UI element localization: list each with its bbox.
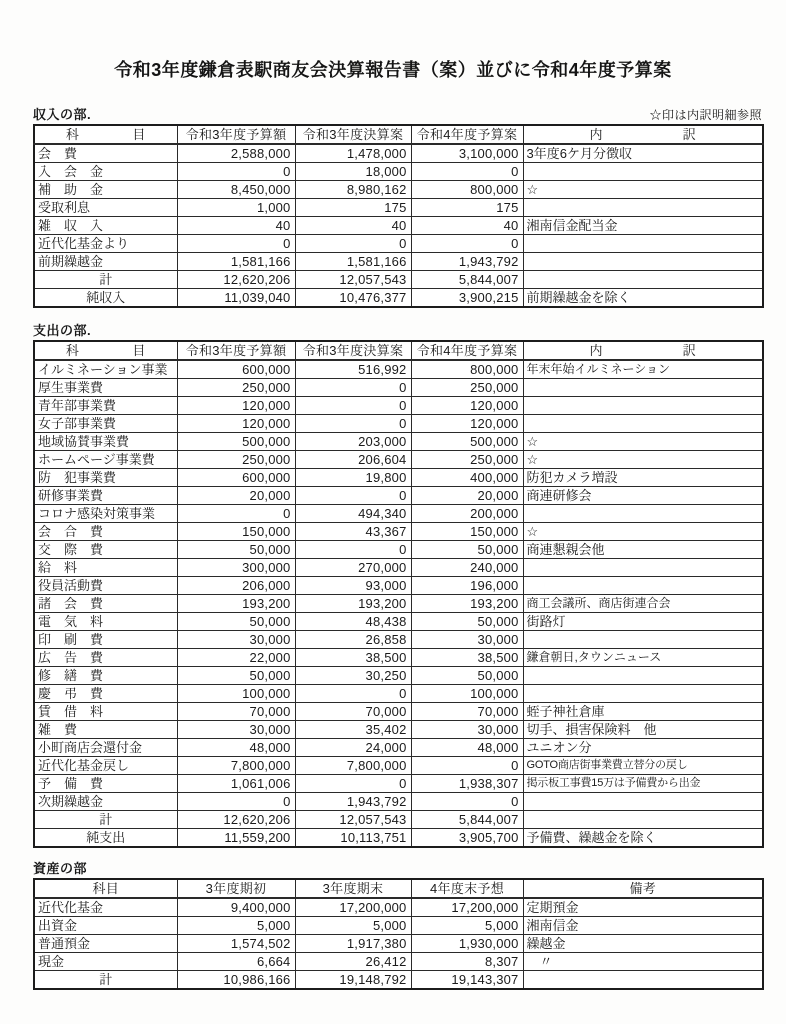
amount-r4-budget-cell: 50,000 xyxy=(411,613,523,631)
detail-cell xyxy=(523,271,763,289)
amount-r3-budget-cell: 40 xyxy=(177,217,295,235)
remarks-cell: 定期預金 xyxy=(523,898,763,917)
table-row xyxy=(34,144,763,163)
amount-r4-budget-cell: 70,000 xyxy=(411,703,523,721)
amount-r4-budget-cell: 48,000 xyxy=(411,739,523,757)
amount-r3-end-cell: 26,412 xyxy=(295,953,411,971)
amount-r3-budget-cell: 2,588,000 xyxy=(177,144,295,163)
detail-cell xyxy=(523,397,763,415)
amount-r3-end-cell: 1,917,380 xyxy=(295,935,411,953)
amount-r3-settlement-cell: 193,200 xyxy=(295,595,411,613)
detail-cell xyxy=(523,559,763,577)
amount-r4-budget-cell: 175 xyxy=(411,199,523,217)
amount-r4-budget-cell: 200,000 xyxy=(411,505,523,523)
detail-cell xyxy=(523,811,763,829)
detail-cell xyxy=(523,199,763,217)
table-row xyxy=(34,703,763,721)
amount-r4-forecast-cell: 1,930,000 xyxy=(411,935,523,953)
item-cell: 修 繕 費 xyxy=(34,667,177,685)
item-cell: 女子部事業費 xyxy=(34,415,177,433)
item-cell: 広 告 費 xyxy=(34,649,177,667)
remarks-cell: 〃 xyxy=(523,953,763,971)
amount-r3-settlement-cell: 93,000 xyxy=(295,577,411,595)
item-cell: 純収入 xyxy=(34,289,177,308)
item-cell: 近代化基金 xyxy=(34,898,177,917)
assets-section-label: 資産の部 xyxy=(33,861,88,876)
item-cell: 交 際 費 xyxy=(34,541,177,559)
amount-r3-budget-cell: 1,061,006 xyxy=(177,775,295,793)
table-row xyxy=(34,360,763,379)
item-cell: 会 合 費 xyxy=(34,523,177,541)
income-section xyxy=(0,104,786,308)
amount-r4-budget-cell: 800,000 xyxy=(411,360,523,379)
item-cell: イルミネーション事業 xyxy=(34,360,177,379)
amount-r4-budget-cell: 0 xyxy=(411,163,523,181)
column-header: 3年度期末 xyxy=(295,879,411,898)
item-cell: 計 xyxy=(34,971,177,990)
item-cell: 補 助 金 xyxy=(34,181,177,199)
detail-cell xyxy=(523,235,763,253)
amount-r3-settlement-cell: 12,057,543 xyxy=(295,811,411,829)
detail-cell xyxy=(523,685,763,703)
amount-r3-budget-cell: 30,000 xyxy=(177,721,295,739)
detail-cell xyxy=(523,505,763,523)
amount-r4-budget-cell: 0 xyxy=(411,793,523,811)
item-cell: 慶 弔 費 xyxy=(34,685,177,703)
column-header: 令和3年度予算額 xyxy=(177,341,295,360)
item-cell: 入 会 金 xyxy=(34,163,177,181)
assets-section xyxy=(0,858,786,990)
table-row xyxy=(34,577,763,595)
table-row xyxy=(34,415,763,433)
table-row xyxy=(34,739,763,757)
amount-r4-budget-cell: 50,000 xyxy=(411,541,523,559)
amount-r3-budget-cell: 100,000 xyxy=(177,685,295,703)
amount-r3-budget-cell: 12,620,206 xyxy=(177,271,295,289)
table-row xyxy=(34,595,763,613)
item-cell: コロナ感染対策事業 xyxy=(34,505,177,523)
amount-r4-budget-cell: 1,938,307 xyxy=(411,775,523,793)
amount-r3-settlement-cell: 516,992 xyxy=(295,360,411,379)
detail-cell xyxy=(523,379,763,397)
amount-r3-budget-cell: 0 xyxy=(177,505,295,523)
amount-r3-start-cell: 1,574,502 xyxy=(177,935,295,953)
amount-r3-budget-cell: 1,000 xyxy=(177,199,295,217)
detail-cell: 商連研修会 xyxy=(523,487,763,505)
amount-r4-budget-cell: 196,000 xyxy=(411,577,523,595)
income-section-head xyxy=(33,104,762,123)
amount-r4-budget-cell: 3,900,215 xyxy=(411,289,523,308)
amount-r3-settlement-cell: 24,000 xyxy=(295,739,411,757)
amount-r3-settlement-cell: 48,438 xyxy=(295,613,411,631)
amount-r3-start-cell: 9,400,000 xyxy=(177,898,295,917)
item-cell: 諸 会 費 xyxy=(34,595,177,613)
detail-cell xyxy=(523,631,763,649)
expense-section xyxy=(0,320,786,848)
amount-r3-budget-cell: 600,000 xyxy=(177,360,295,379)
amount-r3-budget-cell: 7,800,000 xyxy=(177,757,295,775)
table-row xyxy=(34,379,763,397)
amount-r3-start-cell: 6,664 xyxy=(177,953,295,971)
amount-r3-settlement-cell: 18,000 xyxy=(295,163,411,181)
amount-r4-budget-cell: 3,100,000 xyxy=(411,144,523,163)
column-header: 令和3年度決算案 xyxy=(295,125,411,144)
item-cell: 次期繰越金 xyxy=(34,793,177,811)
item-cell: 純支出 xyxy=(34,829,177,848)
amount-r3-settlement-cell: 494,340 xyxy=(295,505,411,523)
expense-table xyxy=(33,340,764,848)
detail-cell: GOTO商店街事業費立替分の戻し xyxy=(523,757,763,775)
remarks-cell: 繰越金 xyxy=(523,935,763,953)
item-cell: 予 備 費 xyxy=(34,775,177,793)
income-table xyxy=(33,124,764,308)
item-cell: 受取利息 xyxy=(34,199,177,217)
table-row xyxy=(34,757,763,775)
column-header: 科目 xyxy=(34,879,177,898)
amount-r3-settlement-cell: 40 xyxy=(295,217,411,235)
amount-r3-settlement-cell: 7,800,000 xyxy=(295,757,411,775)
expense-section-head xyxy=(33,320,762,339)
amount-r3-settlement-cell: 8,980,162 xyxy=(295,181,411,199)
amount-r4-forecast-cell: 5,000 xyxy=(411,917,523,935)
amount-r4-budget-cell: 120,000 xyxy=(411,397,523,415)
amount-r4-budget-cell: 250,000 xyxy=(411,451,523,469)
table-row xyxy=(34,721,763,739)
detail-cell xyxy=(523,253,763,271)
detail-cell: 年末年始イルミネーション xyxy=(523,360,763,379)
column-header: 内 訳 xyxy=(523,341,763,360)
table-row xyxy=(34,433,763,451)
item-cell: 近代化基金戻し xyxy=(34,757,177,775)
item-cell: 研修事業費 xyxy=(34,487,177,505)
amount-r3-end-cell: 19,148,792 xyxy=(295,971,411,990)
amount-r3-budget-cell: 0 xyxy=(177,163,295,181)
table-row xyxy=(34,559,763,577)
amount-r3-budget-cell: 300,000 xyxy=(177,559,295,577)
amount-r4-budget-cell: 100,000 xyxy=(411,685,523,703)
amount-r4-budget-cell: 5,844,007 xyxy=(411,811,523,829)
detail-cell: 前期繰越金を除く xyxy=(523,289,763,308)
amount-r4-budget-cell: 38,500 xyxy=(411,649,523,667)
detail-cell: 鎌倉朝日,タウンニュース xyxy=(523,649,763,667)
amount-r3-budget-cell: 193,200 xyxy=(177,595,295,613)
amount-r3-budget-cell: 500,000 xyxy=(177,433,295,451)
amount-r3-budget-cell: 8,450,000 xyxy=(177,181,295,199)
amount-r3-budget-cell: 150,000 xyxy=(177,523,295,541)
remarks-cell: 湘南信金 xyxy=(523,917,763,935)
table-row xyxy=(34,649,763,667)
amount-r3-settlement-cell: 26,858 xyxy=(295,631,411,649)
amount-r4-forecast-cell: 17,200,000 xyxy=(411,898,523,917)
detail-cell xyxy=(523,415,763,433)
amount-r3-budget-cell: 11,039,040 xyxy=(177,289,295,308)
item-cell: 計 xyxy=(34,811,177,829)
item-cell: 小町商店会還付金 xyxy=(34,739,177,757)
column-header: 3年度期初 xyxy=(177,879,295,898)
amount-r3-settlement-cell: 0 xyxy=(295,415,411,433)
income-section-label: 収入の部. xyxy=(33,107,92,122)
column-header: 内 訳 xyxy=(523,125,763,144)
detail-cell: ☆ xyxy=(523,523,763,541)
table-row xyxy=(34,971,763,990)
amount-r3-budget-cell: 30,000 xyxy=(177,631,295,649)
amount-r3-end-cell: 5,000 xyxy=(295,917,411,935)
amount-r3-budget-cell: 50,000 xyxy=(177,613,295,631)
amount-r4-budget-cell: 800,000 xyxy=(411,181,523,199)
table-row xyxy=(34,253,763,271)
detail-cell xyxy=(523,667,763,685)
remarks-cell xyxy=(523,971,763,990)
amount-r3-settlement-cell: 19,800 xyxy=(295,469,411,487)
table-row xyxy=(34,613,763,631)
item-cell: 現金 xyxy=(34,953,177,971)
amount-r4-budget-cell: 1,943,792 xyxy=(411,253,523,271)
detail-cell: 商工会議所、商店街連合会 xyxy=(523,595,763,613)
table-row xyxy=(34,199,763,217)
detail-cell xyxy=(523,163,763,181)
item-cell: 会 費 xyxy=(34,144,177,163)
table-row xyxy=(34,163,763,181)
detail-cell: 防犯カメラ増設 xyxy=(523,469,763,487)
table-row xyxy=(34,953,763,971)
amount-r3-settlement-cell: 12,057,543 xyxy=(295,271,411,289)
table-row xyxy=(34,935,763,953)
item-cell: 青年部事業費 xyxy=(34,397,177,415)
column-header: 科 目 xyxy=(34,125,177,144)
amount-r3-settlement-cell: 0 xyxy=(295,775,411,793)
detail-cell xyxy=(523,793,763,811)
amount-r3-budget-cell: 250,000 xyxy=(177,451,295,469)
assets-section-head xyxy=(33,858,762,877)
detail-cell: 商連懇親会他 xyxy=(523,541,763,559)
amount-r3-settlement-cell: 206,604 xyxy=(295,451,411,469)
column-header: 4年度末予想 xyxy=(411,879,523,898)
amount-r4-forecast-cell: 8,307 xyxy=(411,953,523,971)
amount-r3-budget-cell: 48,000 xyxy=(177,739,295,757)
item-cell: 地域協賛事業費 xyxy=(34,433,177,451)
detail-cell: ☆ xyxy=(523,181,763,199)
amount-r3-budget-cell: 206,000 xyxy=(177,577,295,595)
table-row xyxy=(34,811,763,829)
item-cell: 普通預金 xyxy=(34,935,177,953)
amount-r4-budget-cell: 500,000 xyxy=(411,433,523,451)
amount-r4-budget-cell: 20,000 xyxy=(411,487,523,505)
page-title: 令和3年度鎌倉表駅商友会決算報告書（案）並びに令和4年度予算案 xyxy=(114,60,672,80)
amount-r4-budget-cell: 0 xyxy=(411,757,523,775)
amount-r4-forecast-cell: 19,143,307 xyxy=(411,971,523,990)
amount-r4-budget-cell: 3,905,700 xyxy=(411,829,523,848)
item-cell: ホームページ事業費 xyxy=(34,451,177,469)
amount-r4-budget-cell: 30,000 xyxy=(411,721,523,739)
amount-r4-budget-cell: 250,000 xyxy=(411,379,523,397)
table-row xyxy=(34,898,763,917)
detail-cell: 予備費、繰越金を除く xyxy=(523,829,763,848)
amount-r4-budget-cell: 193,200 xyxy=(411,595,523,613)
amount-r3-budget-cell: 250,000 xyxy=(177,379,295,397)
column-header: 科 目 xyxy=(34,341,177,360)
table-row xyxy=(34,793,763,811)
amount-r4-budget-cell: 40 xyxy=(411,217,523,235)
item-cell: 電 気 料 xyxy=(34,613,177,631)
amount-r3-start-cell: 5,000 xyxy=(177,917,295,935)
item-cell: 出資金 xyxy=(34,917,177,935)
column-header: 備考 xyxy=(523,879,763,898)
table-row xyxy=(34,487,763,505)
income-header-row xyxy=(34,125,763,144)
detail-cell: 湘南信金配当金 xyxy=(523,217,763,235)
amount-r3-budget-cell: 600,000 xyxy=(177,469,295,487)
table-row xyxy=(34,523,763,541)
table-row xyxy=(34,469,763,487)
amount-r4-budget-cell: 400,000 xyxy=(411,469,523,487)
amount-r3-settlement-cell: 10,476,377 xyxy=(295,289,411,308)
item-cell: 近代化基金より xyxy=(34,235,177,253)
detail-cell: ☆ xyxy=(523,433,763,451)
amount-r3-end-cell: 17,200,000 xyxy=(295,898,411,917)
amount-r3-budget-cell: 120,000 xyxy=(177,397,295,415)
table-row xyxy=(34,505,763,523)
amount-r3-budget-cell: 120,000 xyxy=(177,415,295,433)
column-header: 令和4年度予算案 xyxy=(411,341,523,360)
detail-cell: 掲示板工事費15万は予備費から出金 xyxy=(523,775,763,793)
table-row xyxy=(34,829,763,848)
amount-r4-budget-cell: 5,844,007 xyxy=(411,271,523,289)
amount-r4-budget-cell: 120,000 xyxy=(411,415,523,433)
item-cell: 賃 借 料 xyxy=(34,703,177,721)
table-row xyxy=(34,235,763,253)
detail-cell: ユニオン分 xyxy=(523,739,763,757)
table-row xyxy=(34,217,763,235)
detail-cell: ☆ xyxy=(523,451,763,469)
amount-r3-settlement-cell: 43,367 xyxy=(295,523,411,541)
amount-r3-budget-cell: 11,559,200 xyxy=(177,829,295,848)
detail-cell xyxy=(523,577,763,595)
amount-r3-settlement-cell: 35,402 xyxy=(295,721,411,739)
amount-r3-settlement-cell: 1,581,166 xyxy=(295,253,411,271)
amount-r3-settlement-cell: 1,478,000 xyxy=(295,144,411,163)
amount-r4-budget-cell: 50,000 xyxy=(411,667,523,685)
column-header: 令和3年度決算案 xyxy=(295,341,411,360)
amount-r3-settlement-cell: 38,500 xyxy=(295,649,411,667)
amount-r4-budget-cell: 0 xyxy=(411,235,523,253)
item-cell: 雑 収 入 xyxy=(34,217,177,235)
detail-cell: 3年度6ケ月分徴収 xyxy=(523,144,763,163)
amount-r3-settlement-cell: 175 xyxy=(295,199,411,217)
expense-header-row xyxy=(34,341,763,360)
amount-r4-budget-cell: 240,000 xyxy=(411,559,523,577)
table-row xyxy=(34,775,763,793)
detail-cell: 蛭子神社倉庫 xyxy=(523,703,763,721)
item-cell: 役員活動費 xyxy=(34,577,177,595)
amount-r3-settlement-cell: 10,113,751 xyxy=(295,829,411,848)
item-cell: 給 料 xyxy=(34,559,177,577)
amount-r3-settlement-cell: 0 xyxy=(295,685,411,703)
amount-r3-start-cell: 10,986,166 xyxy=(177,971,295,990)
assets-table xyxy=(33,878,764,990)
column-header: 令和4年度予算案 xyxy=(411,125,523,144)
table-row xyxy=(34,541,763,559)
table-row xyxy=(34,667,763,685)
table-row xyxy=(34,289,763,308)
detail-cell: 街路灯 xyxy=(523,613,763,631)
expense-section-label: 支出の部. xyxy=(33,323,92,338)
amount-r3-settlement-cell: 1,943,792 xyxy=(295,793,411,811)
amount-r3-budget-cell: 50,000 xyxy=(177,667,295,685)
amount-r3-budget-cell: 0 xyxy=(177,235,295,253)
table-row xyxy=(34,271,763,289)
item-cell: 雑 費 xyxy=(34,721,177,739)
assets-header-row xyxy=(34,879,763,898)
amount-r3-budget-cell: 1,581,166 xyxy=(177,253,295,271)
item-cell: 前期繰越金 xyxy=(34,253,177,271)
amount-r3-budget-cell: 70,000 xyxy=(177,703,295,721)
amount-r3-settlement-cell: 0 xyxy=(295,541,411,559)
table-row xyxy=(34,181,763,199)
amount-r3-budget-cell: 0 xyxy=(177,793,295,811)
amount-r3-settlement-cell: 0 xyxy=(295,235,411,253)
detail-cell: 切手、損害保険料 他 xyxy=(523,721,763,739)
item-cell: 計 xyxy=(34,271,177,289)
table-row xyxy=(34,917,763,935)
amount-r3-budget-cell: 22,000 xyxy=(177,649,295,667)
item-cell: 防 犯事業費 xyxy=(34,469,177,487)
item-cell: 印 刷 費 xyxy=(34,631,177,649)
item-cell: 厚生事業費 xyxy=(34,379,177,397)
amount-r3-settlement-cell: 30,250 xyxy=(295,667,411,685)
amount-r3-settlement-cell: 0 xyxy=(295,379,411,397)
amount-r3-settlement-cell: 270,000 xyxy=(295,559,411,577)
amount-r3-settlement-cell: 203,000 xyxy=(295,433,411,451)
table-row xyxy=(34,451,763,469)
column-header: 令和3年度予算額 xyxy=(177,125,295,144)
amount-r3-budget-cell: 50,000 xyxy=(177,541,295,559)
amount-r3-settlement-cell: 70,000 xyxy=(295,703,411,721)
amount-r4-budget-cell: 150,000 xyxy=(411,523,523,541)
amount-r3-budget-cell: 12,620,206 xyxy=(177,811,295,829)
amount-r3-settlement-cell: 0 xyxy=(295,397,411,415)
amount-r3-settlement-cell: 0 xyxy=(295,487,411,505)
star-legend-note: ☆印は内訳明細参照 xyxy=(649,108,762,122)
table-row xyxy=(34,631,763,649)
table-row xyxy=(34,685,763,703)
table-row xyxy=(34,397,763,415)
amount-r3-budget-cell: 20,000 xyxy=(177,487,295,505)
amount-r4-budget-cell: 30,000 xyxy=(411,631,523,649)
